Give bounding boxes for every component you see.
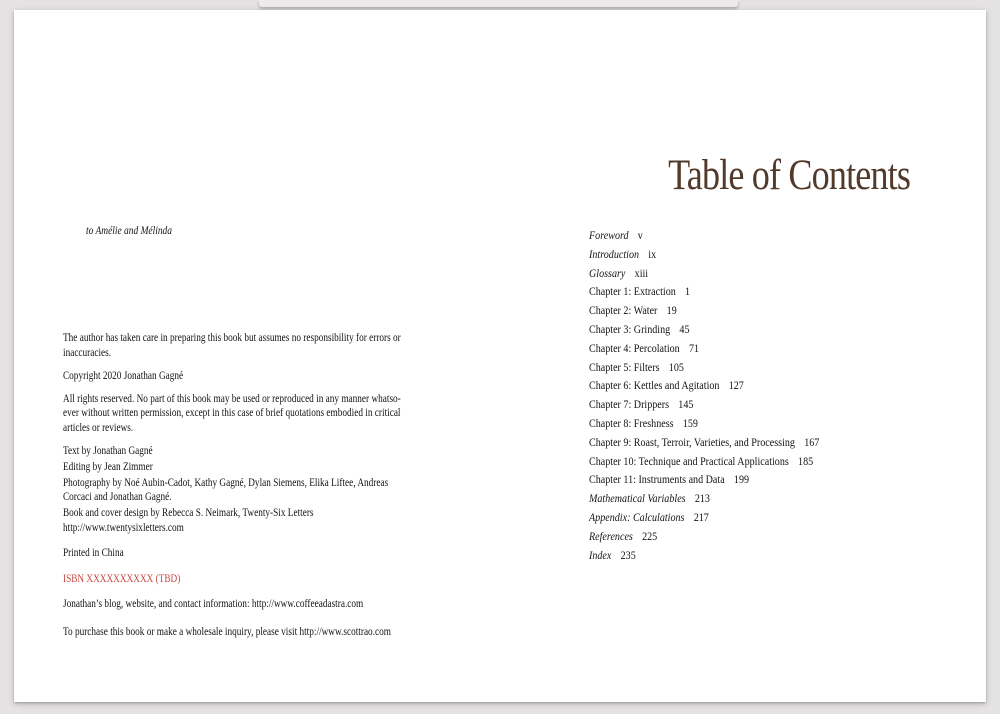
toc-entry-appendix[interactable]: Appendix: Calculations 217: [589, 509, 709, 524]
rights-line-2: ever without written permission, except in this case of brief quotations embodied in critical: [63, 407, 401, 419]
rights-paragraph: [63, 392, 401, 436]
blog-line: [63, 597, 401, 612]
disclaimer-paragraph: [63, 331, 401, 360]
credit-editing-line: Editing by Jean Zimmer: [63, 460, 153, 473]
toc-entry-chapter-11[interactable]: Chapter 11: Instruments and Data 199: [589, 472, 750, 487]
book-page-spread: [14, 10, 986, 702]
toc-title: Table of Contents: [667, 152, 910, 199]
toc-entry-introduction[interactable]: Introduction ix: [589, 246, 657, 261]
toc-entry-foreword[interactable]: Foreword v: [589, 228, 643, 242]
toc-entry-chapter-2[interactable]: Chapter 2: Water 19: [589, 303, 677, 318]
rights-line-3: articles or reviews.: [63, 421, 134, 434]
coffeeadastra-link[interactable]: http://www.coffeeadastra.com: [251, 598, 364, 610]
credit-design-paragraph: [63, 506, 401, 535]
toc-entry-index[interactable]: Index 235: [589, 547, 636, 562]
toc-entry-mathematical-variables[interactable]: Mathematical Variables 213: [589, 491, 710, 506]
credit-photography-line-2: Corcaci and Jonathan Gagné.: [63, 491, 172, 503]
disclaimer-line-2: inaccuracies.: [63, 346, 112, 359]
toc-entry-chapter-10[interactable]: Chapter 10: Technique and Practical Applications 185: [589, 453, 814, 468]
previous-page-bottom-edge: [259, 0, 738, 7]
toc-entry-chapter-7[interactable]: Chapter 7: Drippers 145: [589, 397, 694, 412]
credit-text-line: Text by Jonathan Gagné: [63, 444, 153, 457]
isbn-line: ISBN XXXXXXXXXX (TBD): [63, 572, 181, 585]
toc-entry-chapter-5[interactable]: Chapter 5: Filters 105: [589, 359, 684, 374]
toc-entry-chapter-1[interactable]: Chapter 1: Extraction 1: [589, 284, 691, 299]
toc-entry-references[interactable]: References 225: [589, 528, 658, 543]
toc-entry-chapter-4[interactable]: Chapter 4: Percolation 71: [589, 340, 700, 355]
toc-entry-glossary[interactable]: Glossary xiii: [589, 265, 649, 280]
credit-design-line: Book and cover design by Rebecca S. Neimark, Twenty-Six Letters: [63, 507, 314, 519]
twentysixletters-link[interactable]: http://www.twentysixletters.com: [63, 521, 184, 534]
printed-in-line: Printed in China: [63, 547, 124, 559]
blog-line-prefix: Jonathan’s blog, website, and contact information:: [63, 598, 252, 610]
colophon-block: [63, 331, 401, 640]
credit-photography-line-1: Photography by Noé Aubin-Cadot, Kathy Gagné, Dylan Siemens, Elika Liftee, Andreas: [63, 476, 389, 489]
toc-entry-chapter-3[interactable]: Chapter 3: Grinding 45: [589, 321, 690, 336]
credit-photography-paragraph: [63, 476, 401, 505]
toc-entry-chapter-8[interactable]: Chapter 8: Freshness 159: [589, 415, 698, 430]
toc-entry-chapter-6[interactable]: Chapter 6: Kettles and Agitation 127: [589, 378, 744, 393]
rights-line-1: All rights reserved. No part of this book may be used or reproduced in any manner whatso-: [63, 392, 401, 405]
scottrao-link[interactable]: http://www.scottrao.com: [299, 626, 391, 638]
dedication-text: to Amélie and Mélinda: [86, 225, 172, 237]
purchase-line-prefix: To purchase this book or make a wholesale inquiry, please visit: [63, 626, 300, 638]
toc-entry-chapter-9[interactable]: Chapter 9: Roast, Terroir, Varieties, and Processing 167: [589, 434, 820, 449]
copyright-line: Copyright 2020 Jonathan Gagné: [63, 369, 184, 382]
disclaimer-line-1: The author has taken care in preparing this book but assumes no responsibility for errors or: [63, 332, 401, 344]
purchase-line: [63, 625, 401, 640]
toc-list: [589, 226, 819, 564]
